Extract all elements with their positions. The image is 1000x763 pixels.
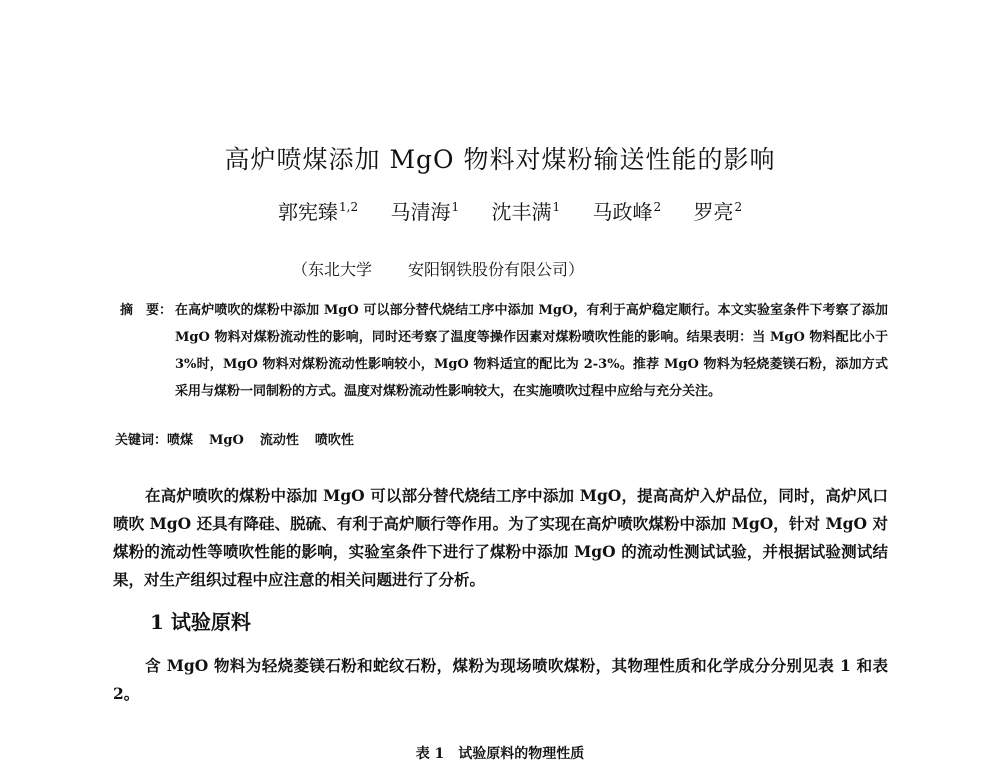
keyword-item: 流动性 [259, 433, 299, 448]
abstract-block [120, 297, 888, 405]
author-affiliation-mark: 1 [451, 200, 460, 215]
affiliation-org-2: 安阳钢铁股份有限公司 [408, 260, 569, 279]
affiliation-org-1: 东北大学 [308, 260, 373, 279]
table-caption: 表 1 试验原料的物理性质 [415, 746, 585, 762]
abstract-label: 摘 要： [120, 303, 173, 318]
author-name: 罗亮 [693, 200, 734, 224]
author-affiliation-mark: 1 [552, 200, 561, 215]
keywords-label: 关键词： [115, 433, 168, 448]
author-name: 马清海 [390, 200, 451, 224]
intro-paragraph: 在高炉喷吹的煤粉中添加 MgO 可以部分替代烧结工序中添加 MgO，提高高炉入炉品位，同时，高炉风口喷吹 MgO 还具有降硅、脱硫、有利于高炉顺行等作用。为了实现在高炉喷吹煤粉中添加 MgO，针对 MgO 对煤粉的流动性等喷吹性能的影响，实验室条件下进行了煤粉中添加 MgO 的流动性测试试验，并根据试验测试结果，对生产组织过程中应注意的相关问题进行了分析。 [113, 486, 888, 589]
author-name: 马政峰 [592, 200, 653, 224]
affiliation-line [292, 257, 584, 280]
keyword-item: MgO [209, 433, 244, 448]
author-affiliation-mark: 2 [734, 200, 743, 215]
keyword-item: 喷煤 [167, 433, 194, 448]
section-paragraph: 含 MgO 物料为轻烧菱镁石粉和蛇纹石粉，煤粉为现场喷吹煤粉，其物理性质和化学成分分别见表 1 和表 2。 [113, 656, 888, 703]
author-1 [278, 200, 358, 224]
author-affiliation-mark: 2 [653, 200, 662, 215]
author-5 [693, 200, 742, 224]
author-name: 郭宪臻 [278, 200, 338, 224]
author-affiliation-mark: 1,2 [339, 200, 359, 215]
abstract-text: 在高炉喷吹的煤粉中添加 MgO 可以部分替代烧结工序中添加 MgO，有利于高炉稳定顺行。本文实验室条件下考察了添加 MgO 物料对煤粉流动性的影响，同时还考察了温度等操作因素对煤粉喷吹性能的影响。结果表明：当 MgO 物料配比小于 3%时，MgO 物料对煤粉流动性影响较小，MgO 物料适宜的配比为 2-3%。推荐 MgO 物料为轻烧菱镁石粉，添加方式采用与煤粉一同制粉的方式。温度对煤粉流动性影响较大，在实施喷吹过程中应给与充分关注。 [175, 303, 888, 399]
affiliation-close-paren: ） [568, 260, 585, 279]
paper-title: 高炉喷煤添加 MgO 物料对煤粉输送性能的影响 [224, 145, 776, 174]
author-list [278, 196, 768, 225]
affiliation-open-paren: （ [292, 260, 309, 279]
author-2 [390, 200, 459, 224]
author-name: 沈丰满 [491, 200, 552, 224]
keyword-item: 喷吹性 [314, 433, 354, 448]
author-3 [491, 200, 560, 224]
keywords-line [115, 429, 370, 448]
section-heading: 1 试验原料 [150, 610, 251, 634]
author-4 [592, 200, 661, 224]
